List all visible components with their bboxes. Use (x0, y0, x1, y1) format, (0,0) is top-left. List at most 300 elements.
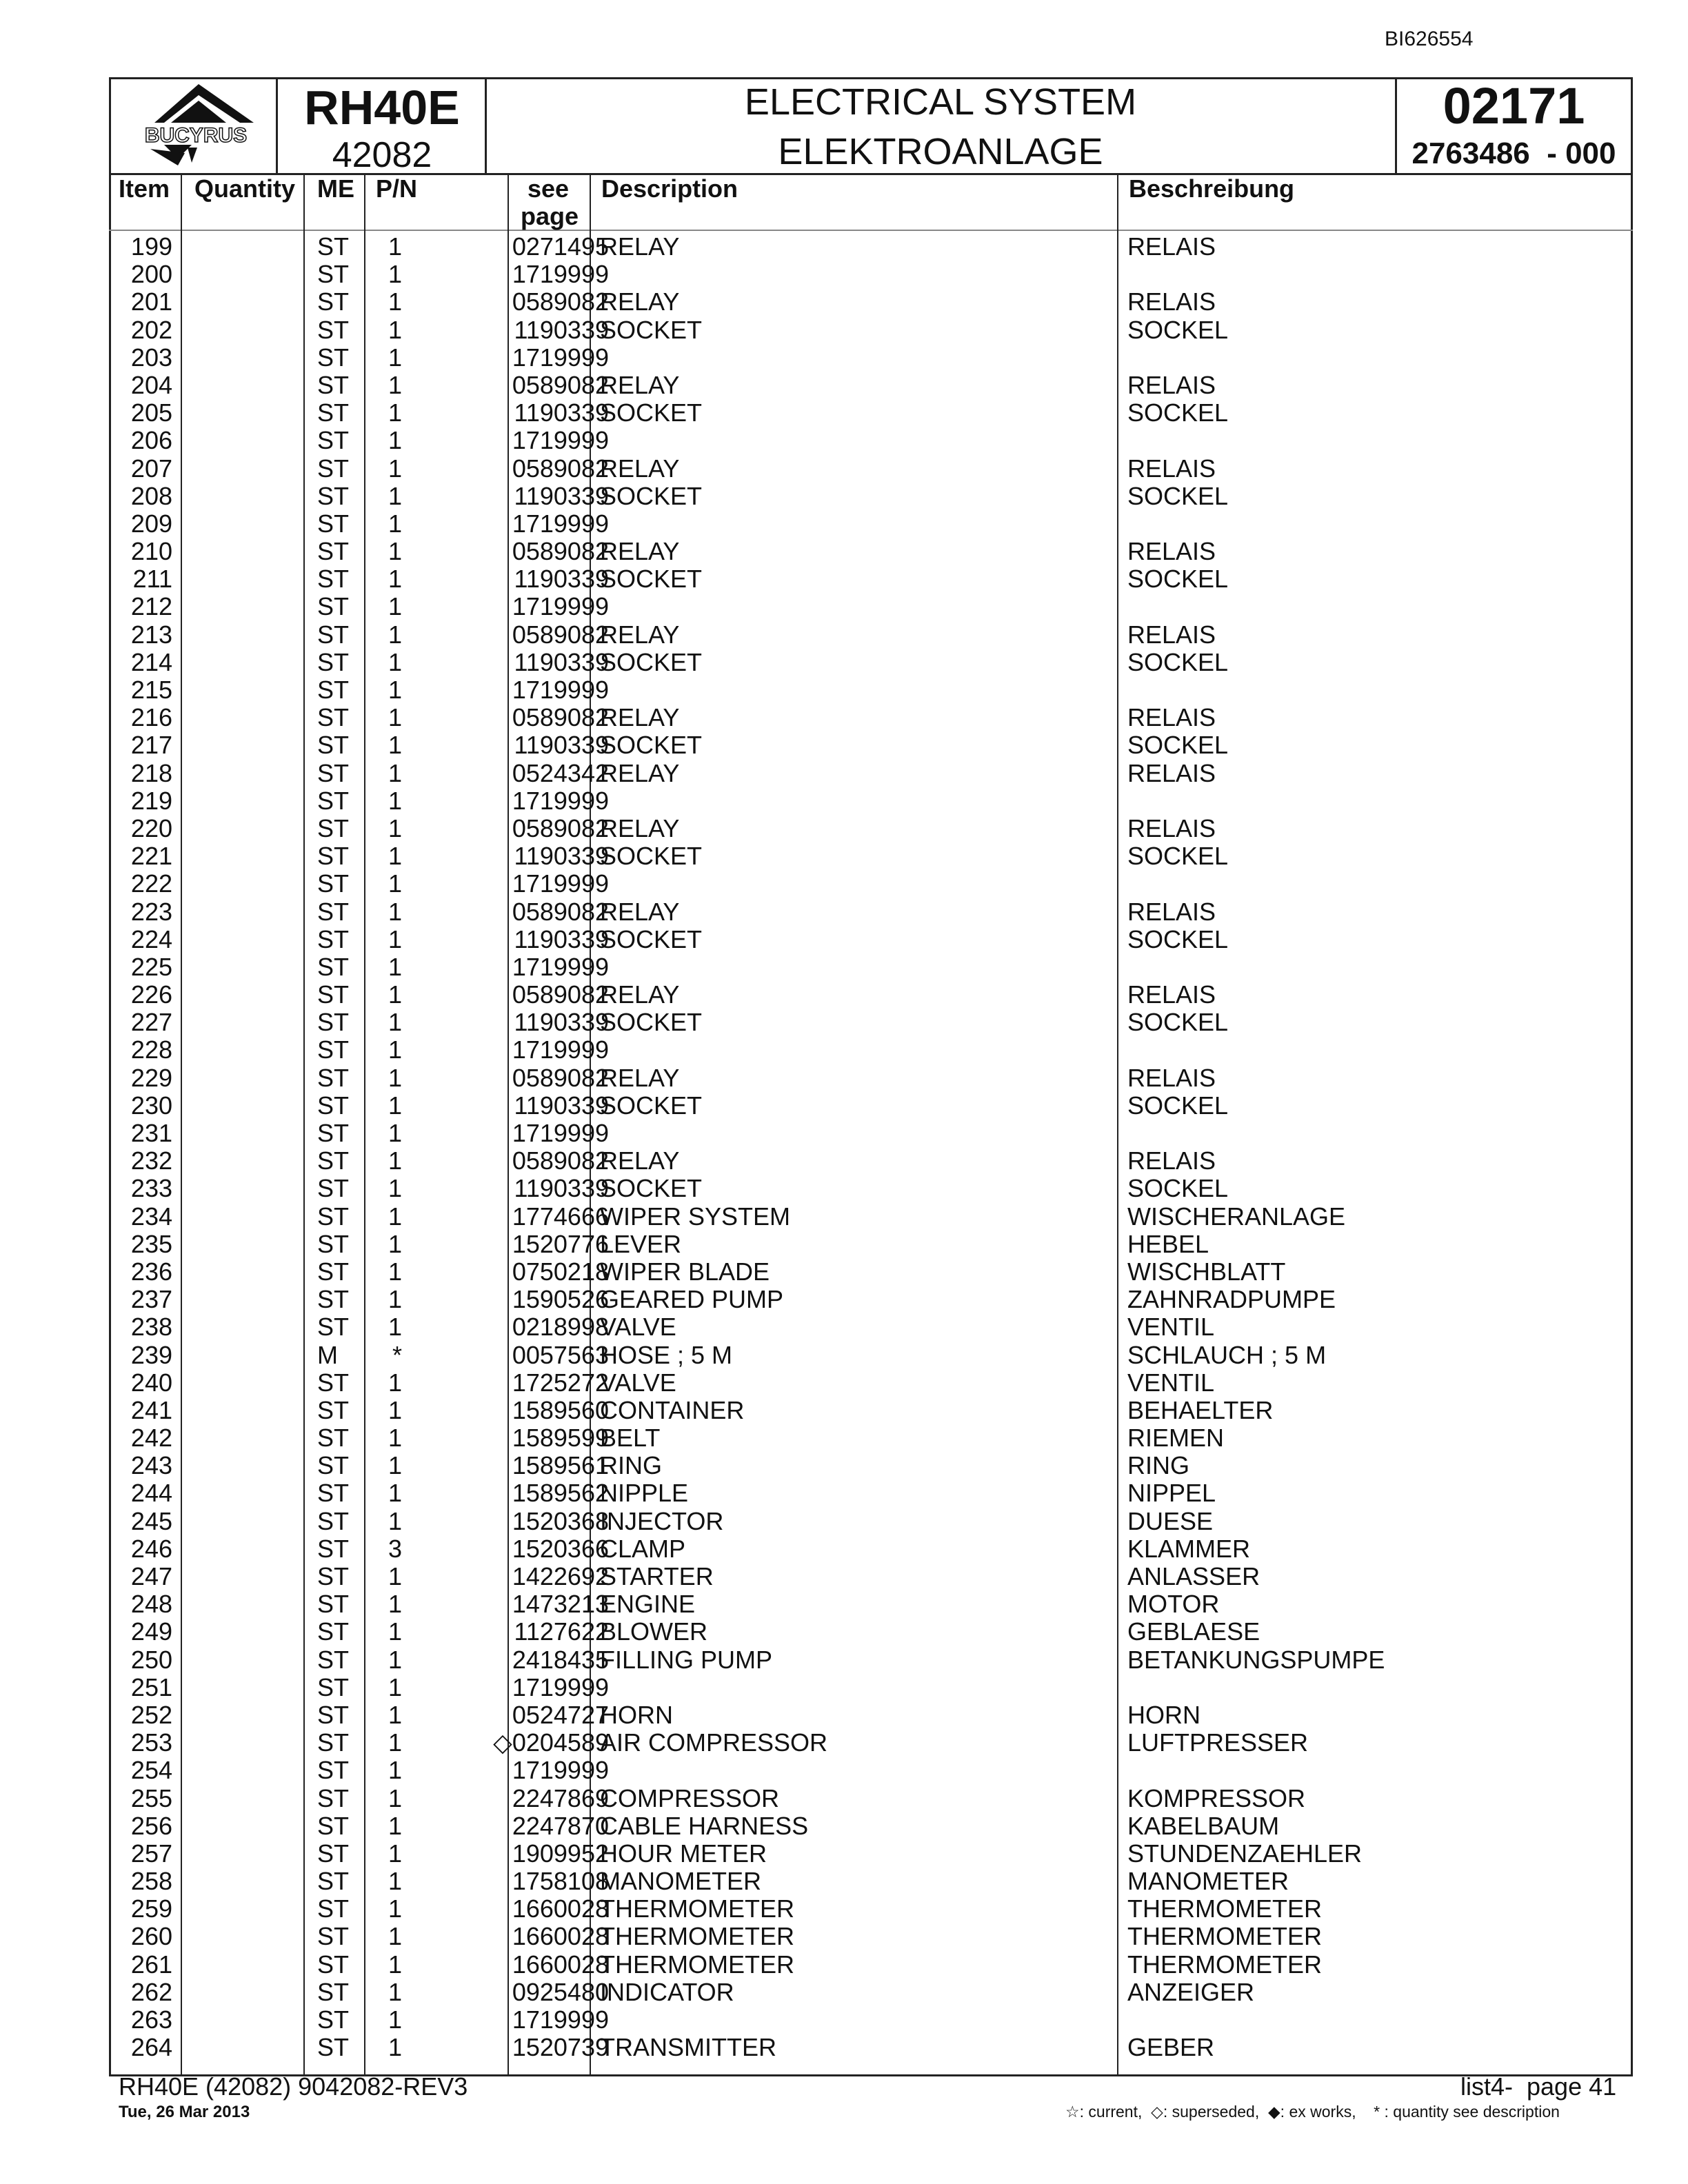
part-number: 1190339 (514, 398, 609, 427)
beschreibung: WISCHBLATT (1127, 1257, 1286, 1286)
description: VALVE (600, 1368, 676, 1397)
description: SOCKET (600, 731, 703, 760)
unit: ST (317, 1424, 350, 1453)
description: WIPER BLADE (600, 1257, 770, 1286)
table-row (109, 898, 1633, 926)
description: AIR COMPRESSOR (600, 1728, 828, 1757)
beschreibung: LUFTPRESSER (1127, 1728, 1309, 1757)
item-number: 260 (130, 1922, 172, 1951)
item-number: 223 (130, 897, 172, 926)
description: NIPPLE (600, 1479, 689, 1508)
table-row (109, 731, 1633, 759)
item-number: 248 (130, 1590, 172, 1619)
beschreibung: VENTIL (1127, 1368, 1215, 1397)
footer-legend: ☆: current, ◇: superseded, ◆: ex works, * : quantity see description (1065, 2103, 1560, 2121)
part-number: 1758108 (512, 1867, 609, 1896)
part-number: 1190339 (514, 842, 609, 871)
quantity: 1 (388, 1202, 402, 1231)
description: RELAY (600, 370, 680, 399)
part-number: 0524342 (512, 758, 609, 787)
part-number: 1589560 (512, 1395, 609, 1424)
beschreibung: BETANKUNGSPUMPE (1127, 1645, 1385, 1674)
table-row (109, 427, 1633, 454)
quantity: 1 (388, 731, 402, 760)
unit: ST (317, 647, 350, 676)
parts-table-body (109, 233, 1633, 2061)
table-row (109, 1342, 1633, 1369)
part-number: 0589082 (512, 1146, 609, 1175)
unit: ST (317, 592, 350, 621)
table-row (109, 1979, 1633, 2006)
part-number: 1719999 (512, 509, 609, 538)
unit: ST (317, 315, 350, 344)
table-row (109, 1757, 1633, 1784)
unit: ST (317, 731, 350, 760)
beschreibung: SOCKEL (1127, 1174, 1229, 1203)
beschreibung: ZAHNRADPUMPE (1127, 1285, 1336, 1314)
quantity: 1 (388, 1257, 402, 1286)
item-number: 234 (130, 1202, 172, 1231)
item-number: 264 (130, 2033, 172, 2062)
table-row (109, 1203, 1633, 1231)
unit: ST (317, 537, 350, 566)
unit: ST (317, 1700, 350, 1729)
quantity: 1 (388, 1728, 402, 1757)
part-number: 1719999 (512, 786, 609, 815)
unit: ST (317, 1313, 350, 1342)
table-row (109, 2006, 1633, 2034)
column-description: Description (601, 174, 738, 203)
unit: ST (317, 370, 350, 399)
part-number: 1520739 (512, 2033, 609, 2062)
quantity: 1 (388, 1645, 402, 1674)
description: HOSE ; 5 M (600, 1340, 733, 1369)
beschreibung: SOCKEL (1127, 647, 1229, 676)
item-number: 217 (130, 731, 172, 760)
table-row (109, 399, 1633, 427)
part-number: 0750218 (512, 1257, 609, 1286)
part-number: 1719999 (512, 1035, 609, 1064)
part-number: 1719999 (512, 426, 609, 455)
table-row (109, 1674, 1633, 1701)
table-row (109, 1369, 1633, 1397)
part-number: 1473213 (512, 1590, 609, 1619)
unit: ST (317, 842, 350, 871)
item-number: 251 (130, 1672, 172, 1701)
unit: ST (317, 1617, 350, 1646)
item-number: 261 (130, 1950, 172, 1979)
item-number: 253 (130, 1728, 172, 1757)
quantity: 1 (388, 454, 402, 483)
unit: ST (317, 2033, 350, 2062)
unit: ST (317, 1590, 350, 1619)
quantity: 1 (388, 1950, 402, 1979)
unit: ST (317, 232, 350, 261)
beschreibung: RELAIS (1127, 454, 1216, 483)
description: RELAY (600, 980, 680, 1009)
quantity: 1 (388, 1229, 402, 1258)
part-number: 0218998 (512, 1313, 609, 1342)
quantity: 1 (388, 1424, 402, 1453)
part-number: 2418435 (512, 1645, 609, 1674)
group-number: 02171 (1443, 77, 1585, 134)
unit: ST (317, 1257, 350, 1286)
unit: ST (317, 620, 350, 649)
unit: ST (317, 1506, 350, 1535)
table-row (109, 510, 1633, 538)
unit: ST (317, 1395, 350, 1424)
description: LEVER (600, 1229, 682, 1258)
quantity: 1 (388, 980, 402, 1009)
unit: ST (317, 509, 350, 538)
item-number: 256 (130, 1811, 172, 1840)
description: SOCKET (600, 315, 703, 344)
unit: ST (317, 1063, 350, 1092)
unit: ST (317, 980, 350, 1009)
table-row (109, 1868, 1633, 1895)
item-number: 236 (130, 1257, 172, 1286)
unit: ST (317, 786, 350, 815)
quantity: 1 (388, 1451, 402, 1480)
description: ENGINE (600, 1590, 696, 1619)
quantity: 1 (388, 786, 402, 815)
unit: ST (317, 1534, 350, 1563)
table-row (109, 1424, 1633, 1452)
description: THERMOMETER (600, 1950, 794, 1979)
table-row (109, 1313, 1633, 1341)
unit: ST (317, 1008, 350, 1037)
part-number: 1422692 (512, 1562, 609, 1590)
item-number: 252 (130, 1700, 172, 1729)
quantity: 1 (388, 647, 402, 676)
table-row (109, 1701, 1633, 1729)
item-number: 229 (130, 1063, 172, 1092)
item-number: 221 (130, 842, 172, 871)
item-number: 258 (130, 1867, 172, 1896)
unit: ST (317, 398, 350, 427)
item-number: 225 (130, 952, 172, 981)
description: SOCKET (600, 647, 703, 676)
description: GEARED PUMP (600, 1285, 784, 1314)
table-row (109, 953, 1633, 981)
beschreibung: VENTIL (1127, 1313, 1215, 1342)
table-row (109, 1092, 1633, 1120)
part-number: 1719999 (512, 952, 609, 981)
table-row (109, 455, 1633, 483)
part-number: 1660028 (512, 1922, 609, 1951)
quantity: 1 (388, 869, 402, 898)
unit: ST (317, 869, 350, 898)
part-number: 1719999 (512, 2005, 609, 2034)
quantity: 1 (388, 1672, 402, 1701)
table-row (109, 1923, 1633, 1950)
model-box (278, 77, 486, 175)
item-number: 207 (130, 454, 172, 483)
description: THERMOMETER (600, 1922, 794, 1951)
quantity: 1 (388, 287, 402, 316)
part-number: 0925480 (512, 1977, 609, 2006)
beschreibung: SOCKEL (1127, 398, 1229, 427)
quantity: 1 (388, 1035, 402, 1064)
unit: ST (317, 1645, 350, 1674)
item-number: 206 (130, 426, 172, 455)
beschreibung: STUNDENZAEHLER (1127, 1839, 1363, 1868)
part-number: 1520776 (512, 1229, 609, 1258)
beschreibung: NIPPEL (1127, 1479, 1216, 1508)
beschreibung: GEBLAESE (1127, 1617, 1260, 1646)
beschreibung: GEBER (1127, 2033, 1215, 2062)
table-row (109, 926, 1633, 953)
part-number: 2247869 (512, 1783, 609, 1812)
quantity: 1 (388, 1590, 402, 1619)
quantity: 1 (388, 924, 402, 953)
part-number: 0589082 (512, 703, 609, 732)
item-number: 208 (130, 481, 172, 510)
unit: ST (317, 1783, 350, 1812)
beschreibung: RELAIS (1127, 620, 1216, 649)
description: COMPRESSOR (600, 1783, 780, 1812)
unit: ST (317, 2005, 350, 2034)
unit: ST (317, 1479, 350, 1508)
description: RELAY (600, 758, 680, 787)
unit: M (317, 1340, 338, 1369)
part-number: 0589082 (512, 454, 609, 483)
part-number: 0589082 (512, 620, 609, 649)
item-number: 216 (130, 703, 172, 732)
unit: ST (317, 343, 350, 372)
beschreibung: RELAIS (1127, 813, 1216, 842)
table-row (109, 1120, 1633, 1147)
item-number: 215 (130, 676, 172, 704)
footer-date: Tue, 26 Mar 2013 (119, 2103, 250, 2121)
quantity: 1 (388, 2033, 402, 2062)
part-number: 0271495 (512, 232, 609, 261)
item-number: 259 (130, 1894, 172, 1923)
part-number: 1190339 (514, 565, 609, 594)
item-number: 237 (130, 1285, 172, 1314)
item-number: 238 (130, 1313, 172, 1342)
quantity: 1 (388, 1091, 402, 1120)
part-number: 1590526 (512, 1285, 609, 1314)
quantity: 1 (388, 703, 402, 732)
unit: ST (317, 1756, 350, 1785)
item-number: 205 (130, 398, 172, 427)
table-row (109, 233, 1633, 261)
item-number: 254 (130, 1756, 172, 1785)
item-number: 232 (130, 1146, 172, 1175)
item-number: 241 (130, 1395, 172, 1424)
table-row (109, 316, 1633, 344)
quantity: 1 (388, 1146, 402, 1175)
description: SOCKET (600, 1174, 703, 1203)
table-row (109, 372, 1633, 399)
table-row (109, 1286, 1633, 1313)
quantity: 1 (388, 1119, 402, 1147)
part-number: 2247870 (512, 1811, 609, 1840)
unit: ST (317, 426, 350, 455)
quantity: 1 (388, 1922, 402, 1951)
item-number: 246 (130, 1534, 172, 1563)
beschreibung: THERMOMETER (1127, 1894, 1322, 1923)
quantity: 1 (388, 813, 402, 842)
part-number: 1520368 (512, 1506, 609, 1535)
table-row (109, 565, 1633, 593)
quantity: 1 (388, 232, 402, 261)
description: SOCKET (600, 842, 703, 871)
item-number: 224 (130, 924, 172, 953)
quantity: 1 (388, 897, 402, 926)
item-number: 231 (130, 1119, 172, 1147)
table-row (109, 842, 1633, 870)
description: SOCKET (600, 1008, 703, 1037)
beschreibung: MANOMETER (1127, 1867, 1289, 1896)
quantity: 1 (388, 1617, 402, 1646)
table-row (109, 1175, 1633, 1202)
quantity: 1 (388, 426, 402, 455)
part-number: 1909952 (512, 1839, 609, 1868)
column-me: ME (317, 174, 354, 203)
table-row (109, 676, 1633, 704)
quantity: 1 (388, 1395, 402, 1424)
unit: ST (317, 1839, 350, 1868)
quantity: 1 (388, 370, 402, 399)
item-number: 235 (130, 1229, 172, 1258)
beschreibung: SOCKEL (1127, 565, 1229, 594)
quantity: 1 (388, 1839, 402, 1868)
quantity: 1 (388, 1756, 402, 1785)
item-number: 226 (130, 980, 172, 1009)
description: RELAY (600, 703, 680, 732)
item-number: 200 (130, 260, 172, 289)
quantity: 1 (388, 1700, 402, 1729)
table-row (109, 288, 1633, 316)
table-row (109, 649, 1633, 676)
item-number: 233 (130, 1174, 172, 1203)
unit: ST (317, 1977, 350, 2006)
quantity: 1 (388, 260, 402, 289)
unit: ST (317, 813, 350, 842)
unit: ST (317, 1562, 350, 1590)
beschreibung: ANLASSER (1127, 1562, 1260, 1590)
item-number: 201 (130, 287, 172, 316)
part-number: 0524727 (512, 1700, 609, 1729)
unit: ST (317, 1146, 350, 1175)
description: SOCKET (600, 1091, 703, 1120)
part-number: 1719999 (512, 1119, 609, 1147)
item-number: 227 (130, 1008, 172, 1037)
table-row (109, 344, 1633, 372)
beschreibung: MOTOR (1127, 1590, 1220, 1619)
item-number: 249 (130, 1617, 172, 1646)
beschreibung: THERMOMETER (1127, 1922, 1322, 1951)
quantity: 1 (388, 481, 402, 510)
column-quantity: Quantity (194, 174, 296, 203)
quantity: 1 (388, 537, 402, 566)
part-number: 1660028 (512, 1950, 609, 1979)
quantity: 1 (388, 1368, 402, 1397)
table-row (109, 1646, 1633, 1674)
beschreibung: RELAIS (1127, 370, 1216, 399)
item-number: 257 (130, 1839, 172, 1868)
item-number: 214 (130, 647, 172, 676)
quantity: 1 (388, 1894, 402, 1923)
column-beschreibung: Beschreibung (1129, 174, 1295, 203)
description: RELAY (600, 537, 680, 566)
beschreibung: WISCHERANLAGE (1127, 1202, 1346, 1231)
table-row (109, 1397, 1633, 1424)
quantity: 1 (388, 1313, 402, 1342)
unit: ST (317, 952, 350, 981)
part-number: 1190339 (514, 1091, 609, 1120)
logo-wordmark: BUCYRUS (144, 124, 248, 147)
item-number: 203 (130, 343, 172, 372)
item-number: 219 (130, 786, 172, 815)
unit: ST (317, 1229, 350, 1258)
description: STARTER (600, 1562, 714, 1590)
part-number: 1660028 (512, 1894, 609, 1923)
description: CONTAINER (600, 1395, 745, 1424)
table-row (109, 815, 1633, 842)
part-number: 1190339 (514, 924, 609, 953)
beschreibung: KOMPRESSOR (1127, 1783, 1306, 1812)
beschreibung: THERMOMETER (1127, 1950, 1322, 1979)
beschreibung: RELAIS (1127, 980, 1216, 1009)
table-row (109, 261, 1633, 288)
item-number: 242 (130, 1424, 172, 1453)
model-name: RH40E (304, 81, 460, 134)
table-row (109, 1618, 1633, 1646)
table-row (109, 1009, 1633, 1036)
part-number: ◇0204589 (493, 1728, 609, 1757)
quantity: 1 (388, 1174, 402, 1203)
beschreibung: BEHAELTER (1127, 1395, 1274, 1424)
unit: ST (317, 1202, 350, 1231)
quantity: 1 (388, 1811, 402, 1840)
item-number: 199 (130, 232, 172, 261)
part-number: 0589082 (512, 813, 609, 842)
item-number: 212 (130, 592, 172, 621)
unit: ST (317, 758, 350, 787)
table-row (109, 538, 1633, 565)
unit: ST (317, 1368, 350, 1397)
item-number: 202 (130, 315, 172, 344)
unit: ST (317, 897, 350, 926)
part-number: 0589082 (512, 370, 609, 399)
part-number: 1190339 (514, 1174, 609, 1203)
unit: ST (317, 1035, 350, 1064)
unit: ST (317, 481, 350, 510)
part-number: 1589561 (512, 1451, 609, 1480)
unit: ST (317, 1174, 350, 1203)
table-row (109, 1452, 1633, 1479)
beschreibung: HORN (1127, 1700, 1200, 1729)
column-see-page: see page (521, 174, 579, 230)
table-row (109, 1951, 1633, 1979)
unit: ST (317, 1894, 350, 1923)
unit: ST (317, 1451, 350, 1480)
description: CLAMP (600, 1534, 686, 1563)
table-row (109, 1535, 1633, 1563)
part-number: 1190339 (514, 731, 609, 760)
description: SOCKET (600, 398, 703, 427)
unit: ST (317, 1811, 350, 1840)
beschreibung: RELAIS (1127, 287, 1216, 316)
table-row (109, 1479, 1633, 1507)
part-number: 1719999 (512, 343, 609, 372)
quantity: 1 (388, 1562, 402, 1590)
item-number: 210 (130, 537, 172, 566)
table-row (109, 1840, 1633, 1868)
